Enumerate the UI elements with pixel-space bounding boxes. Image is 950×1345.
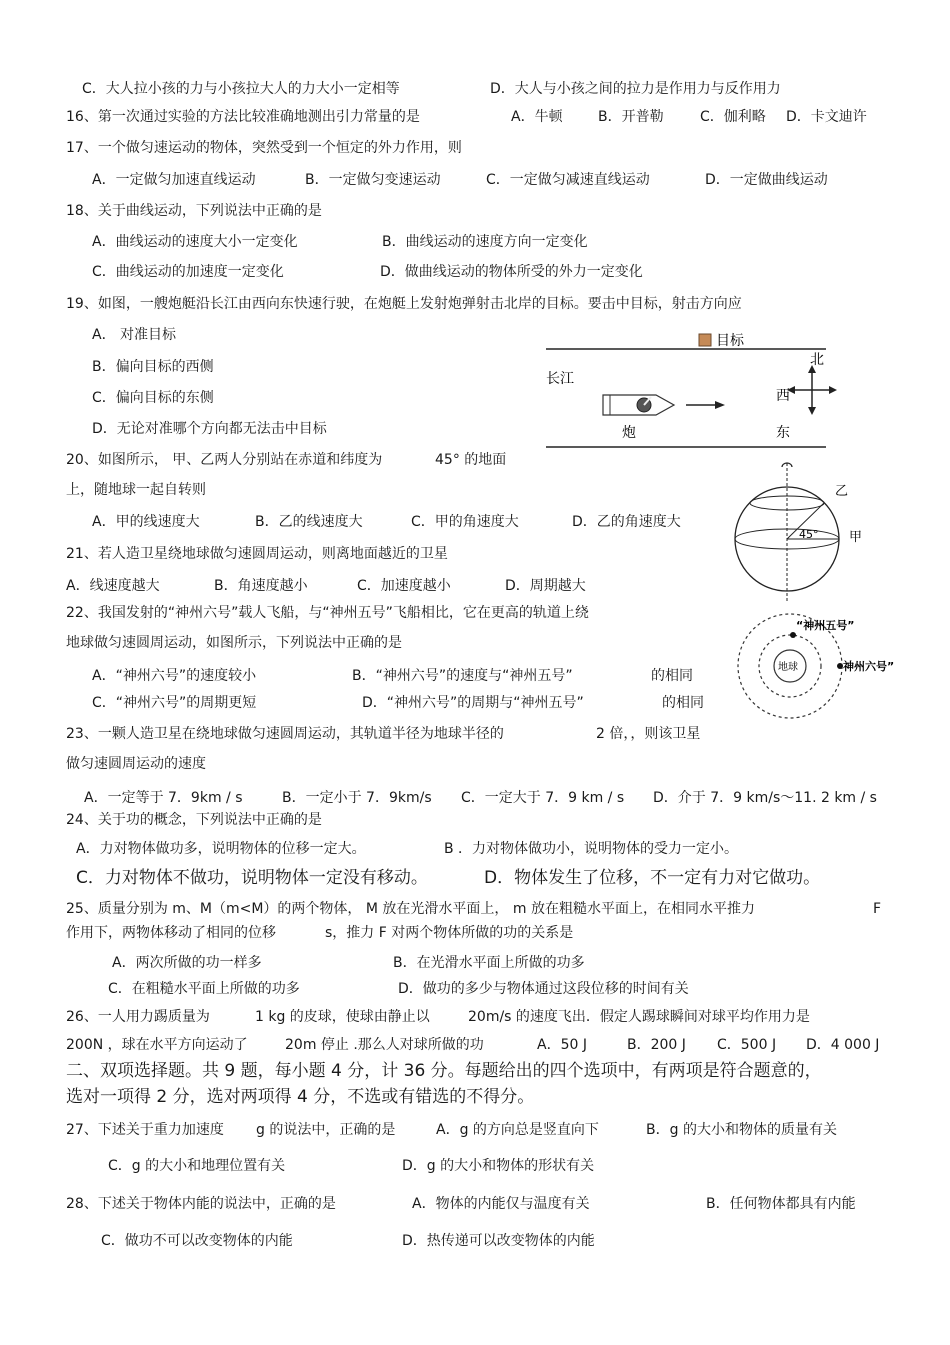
q18-option-c: C．曲线运动的加速度一定变化 bbox=[92, 264, 284, 280]
q17-option-b: B．一定做匀变速运动 bbox=[305, 172, 441, 188]
q18-option-d: D．做曲线运动的物体所受的外力一定变化 bbox=[380, 264, 643, 280]
q25-stem-force: F bbox=[873, 901, 882, 917]
q21-option-d: D．周期越大 bbox=[505, 578, 586, 594]
q27-option-b: B．g 的大小和物体的质量有关 bbox=[646, 1122, 837, 1138]
q25-stem: 25、质量分别为 m、M（m<M）的两个物体， M 放在光滑水平面上， m 放在粗糙水平面上，在相同水平推力 bbox=[66, 901, 755, 917]
q23-option-c: C．一定大于 7．9 km / s bbox=[461, 790, 625, 806]
q27-stem-cont: g 的说法中，正确的是 bbox=[256, 1122, 396, 1138]
q25-option-d: D．做功的多少与物体通过这段位移的时间有关 bbox=[398, 981, 689, 997]
earth-label: 地球 bbox=[778, 662, 798, 673]
shenzhou-5-label: “神州五号” bbox=[796, 619, 855, 632]
q16-option-d: D．卡文迪许 bbox=[786, 109, 867, 125]
section-2-heading: 二、双项选择题。共 9 题，每小题 4 分，计 36 分。每题给出的四个选项中，有两项是符合题意的， bbox=[66, 1061, 822, 1081]
q28-option-a: A．物体的内能仅与温度有关 bbox=[412, 1196, 590, 1212]
q15-option-d: D．大人与小孩之间的拉力是作用力与反作用力 bbox=[490, 81, 781, 97]
q24-option-c: C．力对物体不做功，说明物体一定没有移动。 bbox=[76, 868, 428, 888]
q16-stem: 16、第一次通过实验的方法比较准确地测出引力常量的是 bbox=[66, 109, 420, 125]
q17-stem: 17、一个做匀速运动的物体，突然受到一个恒定的外力作用，则 bbox=[66, 140, 462, 156]
target-label: 目标 bbox=[716, 333, 744, 349]
q28-stem: 28、下述关于物体内能的说法中，正确的是 bbox=[66, 1196, 336, 1212]
q21-option-a: A．线速度越大 bbox=[66, 578, 160, 594]
q23-option-d: D．介于 7．9 km/s～11. 2 km / s bbox=[653, 790, 877, 806]
q20-stem-latitude: 45° 的地面 bbox=[435, 452, 507, 468]
q27-option-a: A．g 的方向总是竖直向下 bbox=[436, 1122, 599, 1138]
q27-option-d: D．g 的大小和物体的形状有关 bbox=[402, 1158, 595, 1174]
q24-option-d: D．物体发生了位移，不一定有力对它做功。 bbox=[484, 868, 821, 888]
q23-stem: 23、一颗人造卫星在绕地球做匀速圆周运动，其轨道半径为地球半径的 bbox=[66, 726, 504, 742]
q19-option-b: B．偏向目标的西侧 bbox=[92, 359, 214, 375]
q22-option-b: B．“神州六号”的速度与“神州五号” bbox=[352, 668, 573, 684]
gun-label: 炮 bbox=[622, 425, 636, 441]
shenzhou-5-dot bbox=[790, 632, 796, 638]
q22-option-d: D．“神州六号”的周期与“神州五号” bbox=[362, 695, 584, 711]
q17-option-d: D．一定做曲线运动 bbox=[705, 172, 828, 188]
q26-stem-cont2: 20m 停止 .那么人对球所做的功 bbox=[285, 1037, 484, 1053]
q19-stem: 19、如图，一艘炮艇沿长江由西向东快速行驶，在炮艇上发射炮弹射击北岸的目标。要击中目标，射击方向应 bbox=[66, 296, 742, 312]
compass-west-label: 西 bbox=[776, 388, 790, 404]
q23-stem-cont: 做匀速圆周运动的速度 bbox=[66, 756, 206, 772]
q22-stem: 22、我国发射的“神州六号”载人飞船，与“神州五号”飞船相比，它在更高的轨道上绕 bbox=[66, 605, 589, 621]
q23-option-b: B．一定小于 7．9km/s bbox=[282, 790, 432, 806]
q25-option-a: A．两次所做的功一样多 bbox=[112, 955, 262, 971]
q24-stem: 24、关于功的概念，下列说法中正确的是 bbox=[66, 812, 322, 828]
q16-option-b: B．开普勒 bbox=[598, 109, 664, 125]
q28-option-c: C．做功不可以改变物体的内能 bbox=[101, 1233, 293, 1249]
q20-option-c: C．甲的角速度大 bbox=[411, 514, 519, 530]
river-diagram bbox=[540, 325, 840, 450]
q22-option-d-end: 的相同 bbox=[662, 695, 704, 711]
shenzhou-6-label: 神州六号” bbox=[843, 660, 895, 673]
q20-stem: 20、如图所示， 甲、乙两人分别站在赤道和纬度为 bbox=[66, 452, 383, 468]
q20-stem-cont: 上，随地球一起自转则 bbox=[66, 482, 206, 498]
q26-stem-cont: 200N ，球在水平方向运动了 bbox=[66, 1037, 248, 1053]
q15-option-c: C．大人拉小孩的力与小孩拉大人的力大小一定相等 bbox=[82, 81, 400, 97]
q26-option-a: A．50 J bbox=[537, 1037, 587, 1053]
q25-option-b: B．在光滑水平面上所做的功多 bbox=[393, 955, 585, 971]
q26-option-c: C．500 J bbox=[717, 1037, 777, 1053]
q25-stem-cont2: s，推力 F 对两个物体所做的功的关系是 bbox=[325, 925, 574, 941]
q27-option-c: C．g 的大小和地理位置有关 bbox=[108, 1158, 286, 1174]
q19-option-a: A． 对准目标 bbox=[92, 327, 177, 343]
section-2-heading-cont: 选对一项得 2 分，选对两项得 4 分，不选或有错选的不得分。 bbox=[66, 1087, 535, 1107]
q22-option-a: A．“神州六号”的速度较小 bbox=[92, 668, 257, 684]
compass-east-label: 东 bbox=[776, 425, 790, 441]
q18-stem: 18、关于曲线运动，下列说法中正确的是 bbox=[66, 203, 322, 219]
q26-stem: 26、一人用力踢质量为 bbox=[66, 1009, 210, 1025]
q21-stem: 21、若人造卫星绕地球做匀速圆周运动，则离地面越近的卫星 bbox=[66, 546, 448, 562]
q20-option-a: A．甲的线速度大 bbox=[92, 514, 200, 530]
q28-option-d: D．热传递可以改变物体的内能 bbox=[402, 1233, 595, 1249]
earth-rotation-diagram bbox=[725, 455, 885, 605]
river-label: 长江 bbox=[546, 371, 574, 387]
orbit-diagram bbox=[730, 610, 910, 720]
q25-option-c: C．在粗糙水平面上所做的功多 bbox=[108, 981, 300, 997]
q22-option-c: C．“神州六号”的周期更短 bbox=[92, 695, 257, 711]
q26-option-b: B．200 J bbox=[627, 1037, 686, 1053]
q18-option-a: A．曲线运动的速度大小一定变化 bbox=[92, 234, 298, 250]
q23-option-a: A．一定等于 7．9km / s bbox=[84, 790, 243, 806]
q24-option-b: B ．力对物体做功小，说明物体的受力一定小。 bbox=[444, 841, 739, 857]
motion-arrow-head bbox=[715, 401, 725, 409]
compass-south-arrow bbox=[808, 407, 816, 415]
q19-option-d: D．无论对准哪个方向都无法击中目标 bbox=[92, 421, 327, 437]
q26-stem-speed: 20m/s 的速度飞出．假定人踢球瞬间对球平均作用力是 bbox=[468, 1009, 810, 1025]
q19-option-c: C．偏向目标的东侧 bbox=[92, 390, 214, 406]
q22-option-b-end: 的相同 bbox=[651, 668, 693, 684]
q20-option-b: B．乙的线速度大 bbox=[255, 514, 363, 530]
person-jia-label: 甲 bbox=[849, 530, 863, 545]
target-marker bbox=[699, 334, 711, 346]
q26-stem-mass: 1 kg 的皮球，使球由静止以 bbox=[255, 1009, 430, 1025]
q17-option-a: A．一定做匀加速直线运动 bbox=[92, 172, 256, 188]
q23-stem-ratio: 2 倍，，则该卫星 bbox=[596, 726, 701, 742]
q22-stem-cont: 地球做匀速圆周运动，如图所示，下列说法中正确的是 bbox=[66, 635, 402, 651]
q26-option-d: D．4 000 J bbox=[806, 1037, 880, 1053]
q28-option-b: B．任何物体都具有内能 bbox=[706, 1196, 856, 1212]
q16-option-c: C．伽利略 bbox=[700, 109, 766, 125]
person-yi-label: 乙 bbox=[835, 484, 849, 499]
q20-option-d: D．乙的角速度大 bbox=[572, 514, 681, 530]
q27-stem: 27、下述关于重力加速度 bbox=[66, 1122, 224, 1138]
q21-option-c: C．加速度越小 bbox=[357, 578, 451, 594]
q18-option-b: B．曲线运动的速度方向一定变化 bbox=[382, 234, 588, 250]
compass-north-label: 北 bbox=[810, 352, 824, 368]
q16-option-a: A．牛顿 bbox=[511, 109, 563, 125]
q17-option-c: C．一定做匀减速直线运动 bbox=[486, 172, 650, 188]
q21-option-b: B．角速度越小 bbox=[214, 578, 308, 594]
q24-option-a: A．力对物体做功多，说明物体的位移一定大。 bbox=[76, 841, 366, 857]
angle-label: 45° bbox=[799, 528, 819, 541]
compass-east-arrow bbox=[829, 386, 837, 394]
q25-stem-cont: 作用下，两物体移动了相同的位移 bbox=[66, 925, 276, 941]
